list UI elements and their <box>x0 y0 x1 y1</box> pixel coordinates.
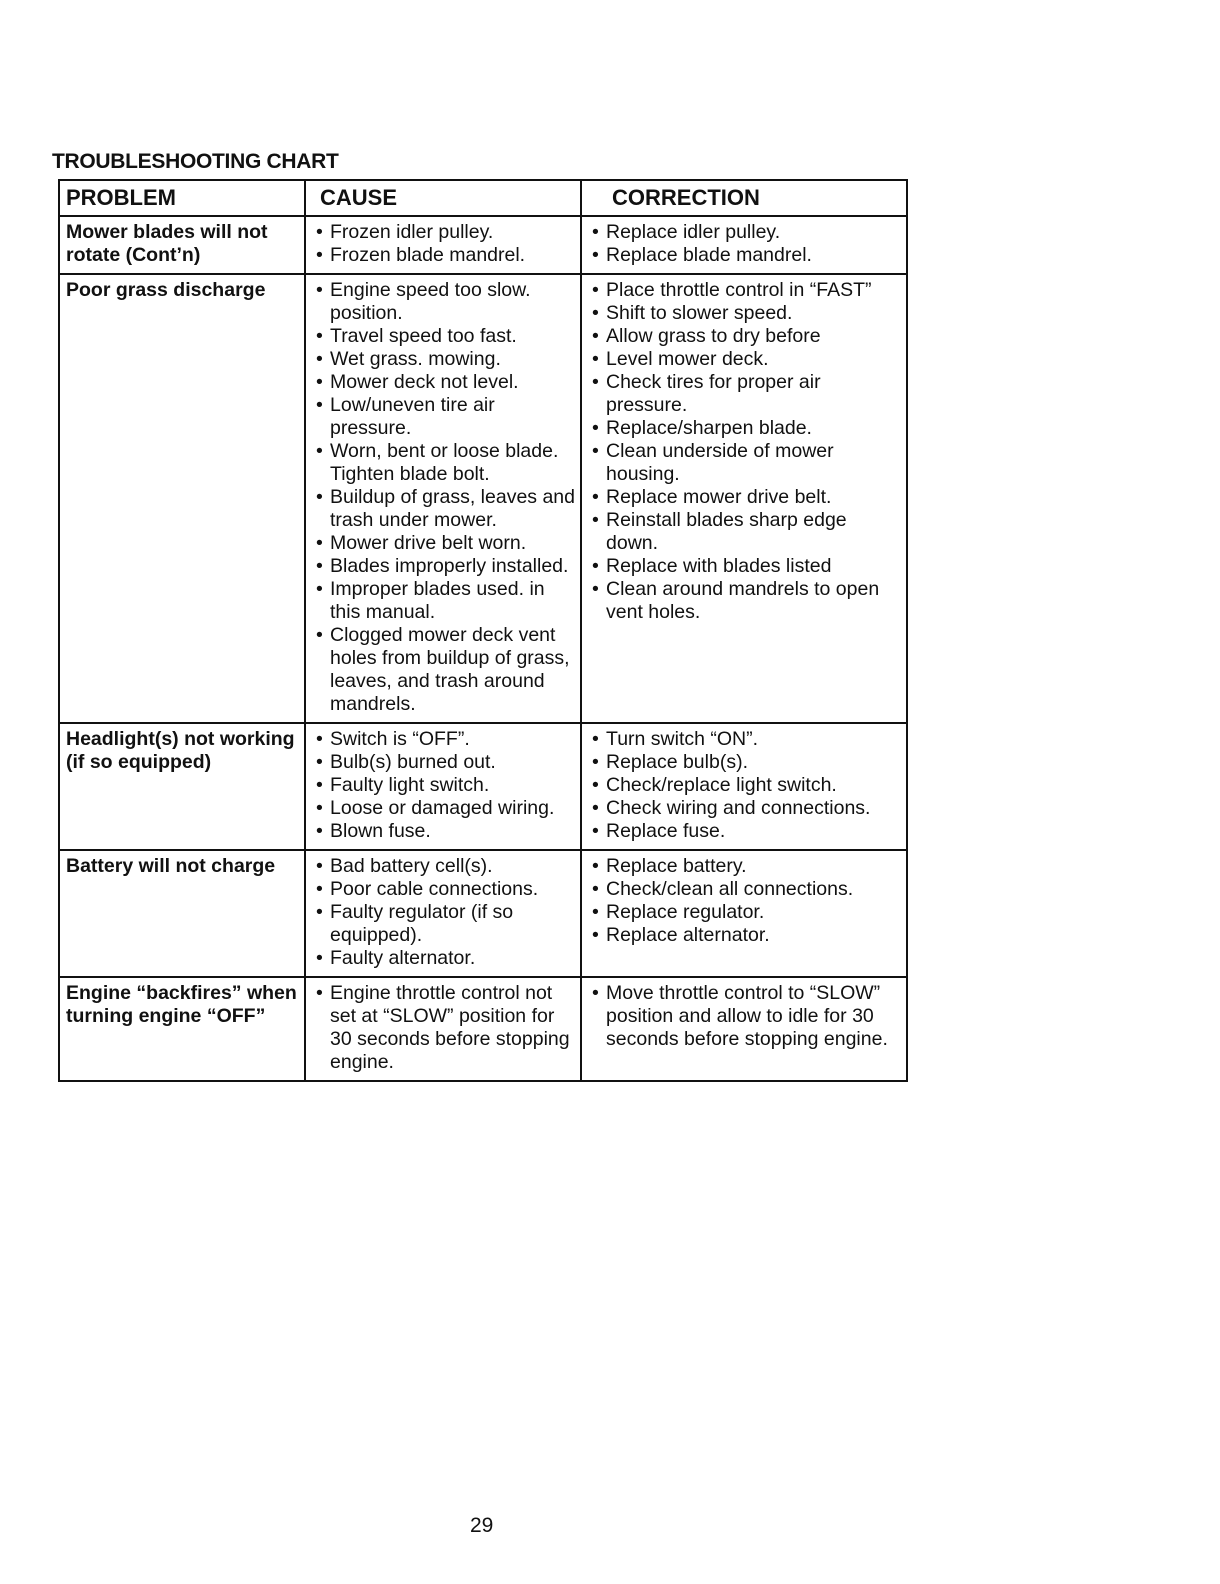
cause-item: • Blades improperly installed. <box>312 555 576 578</box>
correction-item: • Replace alternator. <box>588 924 902 947</box>
cause-item: • Travel speed too fast. <box>312 325 576 348</box>
correction-item: • Clean around mandrels to open vent holes. <box>588 578 902 624</box>
cause-item: • Faulty light switch. <box>312 774 576 797</box>
correction-item: • Replace mower drive belt. <box>588 486 902 509</box>
correction-item: • Replace idler pulley. <box>588 221 902 244</box>
correction-item: • Check/clean all connections. <box>588 878 902 901</box>
correction-item: • Shift to slower speed. <box>588 302 902 325</box>
cause-item: • Mower deck not level. <box>312 371 576 394</box>
correction-item: • Replace regulator. <box>588 901 902 924</box>
cause-cell <box>305 977 581 1081</box>
cause-item: • Wet grass. mowing. <box>312 348 576 371</box>
cause-item: • Clogged mower deck vent holes from buildup of grass, leaves, and trash around mandrels. <box>312 624 576 716</box>
table-row <box>59 274 907 723</box>
cause-item: • Loose or damaged wiring. <box>312 797 576 820</box>
correction-item: • Replace/sharpen blade. <box>588 417 902 440</box>
problem-cell: Engine “backfires” when turning engine “OFF” <box>59 977 305 1081</box>
page-title: TROUBLESHOOTING CHART <box>52 150 339 173</box>
cause-item: • Faulty alternator. <box>312 947 576 970</box>
cause-item: • Faulty regulator (if so equipped). <box>312 901 576 947</box>
header-correction: CORRECTION <box>581 180 907 216</box>
cause-item: • Low/uneven tire air pressure. <box>312 394 576 440</box>
header-problem: PROBLEM <box>59 180 305 216</box>
cause-cell <box>305 850 581 977</box>
correction-cell <box>581 274 907 723</box>
table-row <box>59 850 907 977</box>
cause-item: • Switch is “OFF”. <box>312 728 576 751</box>
cause-item: • Poor cable connections. <box>312 878 576 901</box>
correction-item: • Check wiring and connections. <box>588 797 902 820</box>
correction-item: • Allow grass to dry before <box>588 325 902 348</box>
correction-item: • Place throttle control in “FAST” <box>588 279 902 302</box>
correction-item: • Level mower deck. <box>588 348 902 371</box>
header-cause: CAUSE <box>305 180 581 216</box>
cause-item: • Bulb(s) burned out. <box>312 751 576 774</box>
correction-cell <box>581 723 907 850</box>
table-row <box>59 723 907 850</box>
correction-cell <box>581 216 907 274</box>
correction-item: • Replace fuse. <box>588 820 902 843</box>
correction-cell <box>581 850 907 977</box>
troubleshooting-table <box>58 179 908 1082</box>
correction-item: • Replace battery. <box>588 855 902 878</box>
cause-item: • Improper blades used. in this manual. <box>312 578 576 624</box>
cause-item: • Engine speed too slow. position. <box>312 279 576 325</box>
correction-item: • Clean underside of mower housing. <box>588 440 902 486</box>
correction-item: • Replace with blades listed <box>588 555 902 578</box>
cause-item: • Mower drive belt worn. <box>312 532 576 555</box>
table-row <box>59 977 907 1081</box>
correction-item: • Reinstall blades sharp edge down. <box>588 509 902 555</box>
correction-item: • Check tires for proper air pressure. <box>588 371 902 417</box>
cause-item: • Frozen idler pulley. <box>312 221 576 244</box>
problem-cell: Mower blades will not rotate (Cont’n) <box>59 216 305 274</box>
problem-cell: Headlight(s) not working (if so equipped) <box>59 723 305 850</box>
cause-cell <box>305 274 581 723</box>
correction-item: • Replace bulb(s). <box>588 751 902 774</box>
correction-cell <box>581 977 907 1081</box>
correction-item: • Move throttle control to “SLOW” position and allow to idle for 30 seconds before stopping engine. <box>588 982 902 1051</box>
cause-item: • Bad battery cell(s). <box>312 855 576 878</box>
correction-item: • Check/replace light switch. <box>588 774 902 797</box>
table-header-row <box>59 180 907 216</box>
cause-item: • Engine throttle control not set at “SLOW” position for 30 seconds before stopping engine. <box>312 982 576 1074</box>
correction-item: • Turn switch “ON”. <box>588 728 902 751</box>
cause-cell <box>305 216 581 274</box>
page-number: 29 <box>470 1514 494 1537</box>
table-row <box>59 216 907 274</box>
problem-cell: Battery will not charge <box>59 850 305 977</box>
cause-cell <box>305 723 581 850</box>
cause-item: • Frozen blade mandrel. <box>312 244 576 267</box>
problem-cell: Poor grass discharge <box>59 274 305 723</box>
correction-item: • Replace blade mandrel. <box>588 244 902 267</box>
cause-item: • Blown fuse. <box>312 820 576 843</box>
cause-item: • Buildup of grass, leaves and trash under mower. <box>312 486 576 532</box>
cause-item: • Worn, bent or loose blade. Tighten blade bolt. <box>312 440 576 486</box>
